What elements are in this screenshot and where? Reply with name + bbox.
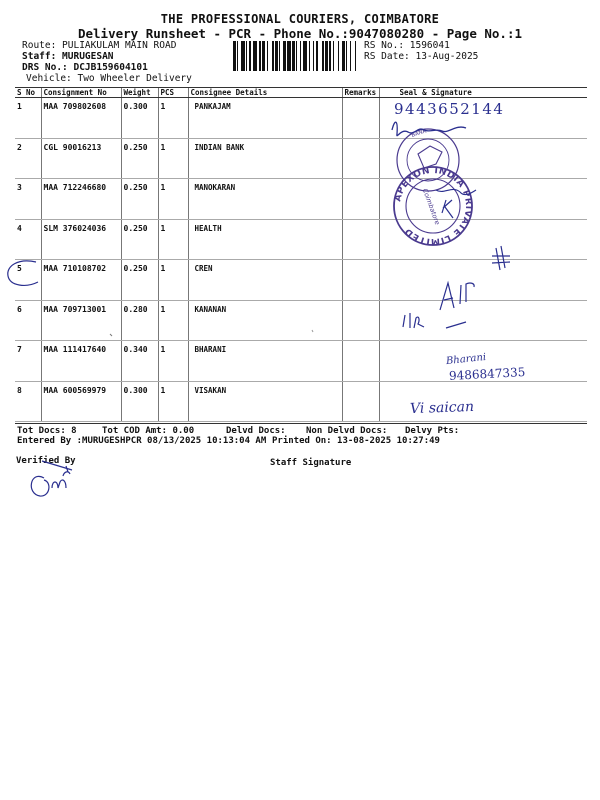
pcs-cell: 1: [158, 381, 188, 422]
consignment-cell: MAA 600569979: [41, 381, 121, 422]
total-cod-amount: Tot COD Amt: 0.00: [102, 426, 195, 436]
column-header: Remarks: [342, 88, 379, 98]
weight-cell: 0.300: [121, 98, 158, 139]
consignee-cell: MANOKARAN: [188, 179, 342, 220]
handwritten-visakan: Vi saican: [409, 398, 475, 418]
consignee-cell: HEALTH: [188, 219, 342, 260]
weight-cell: 0.250: [121, 219, 158, 260]
consignee-cell: VISAKAN: [188, 381, 342, 422]
serial-cell: 2: [15, 138, 41, 179]
column-header: PCS: [158, 88, 188, 98]
serial-cell: 8: [15, 381, 41, 422]
staff-label: Staff: MURUGESAN: [22, 51, 114, 62]
route-label: Route: PULIAKULAM MAIN ROAD: [22, 40, 177, 51]
weight-cell: 0.250: [121, 179, 158, 220]
runsheet-subtitle: Delivery Runsheet - PCR - Phone No.:9047080280 - Page No.:1: [77, 26, 522, 41]
stamp-outer-text: APEXON INDIA PRIVATE LIMITED: [393, 165, 474, 247]
pcs-cell: 1: [158, 300, 188, 341]
weight-cell: 0.280: [121, 300, 158, 341]
rs-number: RS No.: 1596041: [364, 40, 450, 51]
consignee-cell: BHARANI: [188, 341, 342, 382]
signature-row-6: [403, 283, 474, 328]
pcs-cell: 1: [158, 341, 188, 382]
rs-date: RS Date: 13-Aug-2025: [364, 51, 479, 62]
printed-on: Printed On: 13-08-2025 10:27:49: [272, 436, 440, 446]
stamp-inner-text: Coimbatore: [420, 187, 442, 226]
consignment-cell: SLM 376024036: [41, 219, 121, 260]
column-header: Consignee Details: [188, 88, 342, 98]
serial-cell: 4: [15, 219, 41, 260]
verified-by-label: Verified By: [16, 456, 76, 466]
consignee-cell: KANANAN: [188, 300, 342, 341]
pcs-cell: 1: [158, 260, 188, 301]
total-docs: Tot Docs: 8: [17, 426, 77, 436]
weight-cell: 0.250: [121, 138, 158, 179]
serial-cell: 3: [15, 179, 41, 220]
column-header: Consignment No: [41, 88, 121, 98]
delivered-docs: Delvd Docs:: [226, 426, 286, 436]
consignment-cell: MAA 111417640: [41, 341, 121, 382]
pcs-cell: 1: [158, 219, 188, 260]
column-header: S No: [15, 88, 41, 98]
consignment-cell: MAA 709713001: [41, 300, 121, 341]
consignee-cell: PANKAJAM: [188, 98, 342, 139]
row-5-circle-mark: [8, 261, 38, 285]
consignment-cell: MAA 710108702: [41, 260, 121, 301]
pcs-cell: 1: [158, 179, 188, 220]
consignment-cell: MAA 712246680: [41, 179, 121, 220]
handwritten-name-bharani: Bharani: [445, 351, 487, 368]
entered-by: Entered By :MURUGESHPCR 08/13/2025 10:13:04 AM: [17, 436, 267, 446]
delivery-points: Delvy Pts:: [405, 426, 460, 436]
staff-signature-label: Staff Signature: [270, 458, 352, 468]
pcs-cell: 1: [158, 98, 188, 139]
company-title: THE PROFESSIONAL COURIERS, COIMBATORE: [160, 12, 440, 26]
consignee-cell: CREN: [188, 260, 342, 301]
non-delivered-docs: Non Delvd Docs:: [306, 426, 388, 436]
consignment-cell: CGL 90016213: [41, 138, 121, 179]
column-header: Seal & Signature: [379, 88, 587, 98]
weight-cell: 0.300: [121, 381, 158, 422]
verified-by-signature: [31, 461, 72, 496]
serial-cell: 7: [15, 341, 41, 382]
handwritten-phone-1: 9443652144: [394, 100, 505, 118]
pcs-cell: 1: [158, 138, 188, 179]
consignment-cell: MAA 709802608: [41, 98, 121, 139]
weight-cell: 0.250: [121, 260, 158, 301]
serial-cell: 1: [15, 98, 41, 139]
drs-number: DRS No.: DCJB159604101: [22, 62, 148, 73]
column-header: Weight: [121, 88, 158, 98]
serial-cell: 6: [15, 300, 41, 341]
weight-cell: 0.340: [121, 341, 158, 382]
stray-mark: [312, 330, 313, 332]
consignee-cell: INDIAN BANK: [188, 138, 342, 179]
vehicle-label: Vehicle: Two Wheeler Delivery: [26, 73, 192, 84]
signature-row-4-k: [442, 200, 453, 218]
stray-mark: [110, 334, 112, 336]
signature-row-5: [492, 246, 510, 270]
serial-cell: 5: [15, 260, 41, 301]
stamp-bank-text: BANK: [410, 128, 428, 139]
handwritten-phone-2: 9486847335: [448, 365, 526, 383]
company-stamp: [393, 166, 473, 246]
